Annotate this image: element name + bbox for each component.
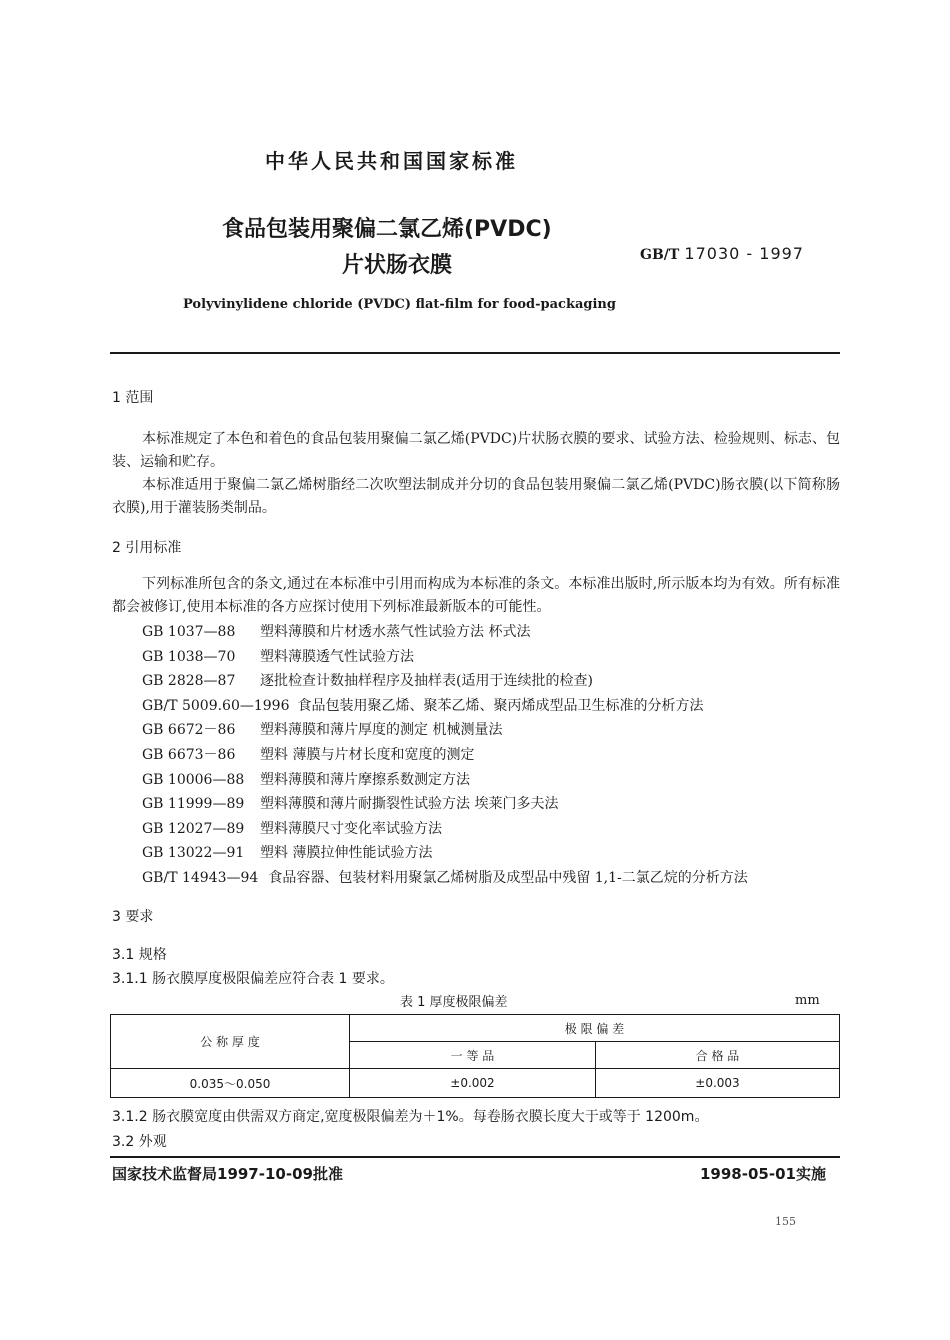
reference-code: GB 13022—91 [142, 845, 245, 862]
reference-code: GB 12027—89 [142, 820, 245, 837]
implementation-date: 1998-05-01实施 [700, 1165, 826, 1183]
cell-qualified: ±0.003 [596, 1069, 840, 1098]
reference-item [142, 867, 748, 892]
reference-title: 食品容器、包装材料用聚氯乙烯树脂及成型品中残留 1,1-二氯乙烷的分析方法 [268, 869, 748, 886]
section2-heading: 2 引用标准 [112, 540, 182, 556]
section1-paragraph1: 本标准规定了本色和着色的食品包装用聚偏二氯乙烯(PVDC)片状肠衣膜的要求、试验方法、检验规则、标志、包装、运输和贮存。 [112, 431, 840, 470]
reference-item [142, 670, 748, 695]
reference-title: 逐批检查计数抽样程序及抽样表(适用于连续批的检查) [260, 673, 593, 690]
english-title: Polyvinylidene chloride (PVDC) flat-film for food-packaging [183, 297, 616, 312]
reference-title: 塑料薄膜尺寸变化率试验方法 [260, 820, 442, 837]
reference-item [142, 695, 748, 720]
table-row [111, 1069, 840, 1098]
reference-title: 塑料薄膜透气性试验方法 [260, 648, 414, 665]
reference-item [142, 818, 748, 843]
reference-item [142, 793, 748, 818]
reference-title: 塑料 薄膜拉伸性能试验方法 [260, 845, 433, 862]
reference-code: GB 10006—88 [142, 771, 245, 788]
reference-code: GB 1037—88 [142, 624, 236, 640]
header-first-grade: 一 等 品 [350, 1042, 596, 1069]
standard-code: 17030 - 1997 [684, 244, 804, 263]
subsection-3-1-2: 3.1.2 肠衣膜宽度由供需双方商定,宽度极限偏差为＋1%。每卷肠衣膜长度大于或等于 1200m。 [112, 1109, 709, 1125]
header-limit-deviation: 极 限 偏 差 [350, 1015, 840, 1042]
table-caption: 表 1 厚度极限偏差 [400, 995, 508, 1010]
table-header-row [111, 1015, 840, 1042]
reference-item [142, 646, 748, 671]
reference-code: GB/T 14943—94 [142, 869, 259, 886]
cell-first-grade: ±0.002 [350, 1069, 596, 1098]
reference-title: 塑料薄膜和片材透水蒸气性试验方法 杯式法 [260, 624, 531, 640]
standard-code-prefix: GB/T [640, 247, 680, 263]
reference-code: GB 1038—70 [142, 648, 236, 665]
footer-divider [110, 1156, 840, 1158]
subsection-3-2: 3.2 外观 [112, 1134, 167, 1150]
section3-heading: 3 要求 [112, 909, 154, 925]
reference-item [142, 769, 748, 794]
page-number: 155 [775, 1215, 796, 1228]
section2-intro: 下列标准所包含的条文,通过在本标准中引用而构成为本标准的条文。本标准出版时,所示版本均为有效。所有标准都会被修订,使用本标准的各方应探讨使用下列标准最新版本的可能性。 [112, 576, 840, 615]
reference-code: GB 6673－86 [142, 746, 236, 763]
table-unit: mm [795, 993, 820, 1008]
reference-code: GB/T 5009.60—1996 [142, 697, 290, 714]
cell-thickness: 0.035～0.050 [111, 1069, 350, 1098]
reference-title: 食品包装用聚乙烯、聚苯乙烯、聚丙烯成型品卫生标准的分析方法 [297, 697, 704, 714]
reference-code: GB 11999—89 [142, 796, 245, 813]
reference-title: 塑料 薄膜与片材长度和宽度的测定 [260, 746, 475, 763]
header-divider [110, 352, 840, 354]
section1-paragraph2: 本标准适用于聚偏二氯乙烯树脂经二次吹塑法制成并分切的食品包装用聚偏二氯乙烯(PVDC)肠衣膜(以下简称肠衣膜),用于灌装肠类制品。 [112, 477, 840, 516]
subsection-3-1-1: 3.1.1 肠衣膜厚度极限偏差应符合表 1 要求。 [112, 971, 394, 987]
standard-number [640, 244, 804, 263]
header-qualified: 合 格 品 [596, 1042, 840, 1069]
reference-item [142, 744, 748, 769]
document-title-line2: 片状肠衣膜 [342, 253, 453, 278]
document-title-line1: 食品包装用聚偏二氯乙烯(PVDC) [222, 217, 552, 242]
reference-item [142, 621, 748, 646]
reference-code: GB 2828—87 [142, 673, 236, 690]
section1-heading: 1 范围 [112, 390, 154, 406]
thickness-deviation-table [110, 1014, 840, 1098]
reference-title: 塑料薄膜和薄片摩擦系数测定方法 [260, 771, 470, 788]
header-nominal-thickness: 公 称 厚 度 [111, 1015, 350, 1069]
national-standard-heading: 中华人民共和国国家标准 [265, 149, 518, 173]
reference-item [142, 842, 748, 867]
reference-item [142, 719, 748, 744]
reference-code: GB 6672－86 [142, 722, 236, 739]
reference-title: 塑料薄膜和薄片厚度的测定 机械测量法 [260, 722, 503, 739]
reference-list [142, 621, 748, 892]
approval-statement: 国家技术监督局1997-10-09批准 [112, 1165, 343, 1183]
subsection-3-1: 3.1 规格 [112, 947, 167, 963]
reference-title: 塑料薄膜和薄片耐撕裂性试验方法 埃莱门多夫法 [260, 796, 559, 813]
